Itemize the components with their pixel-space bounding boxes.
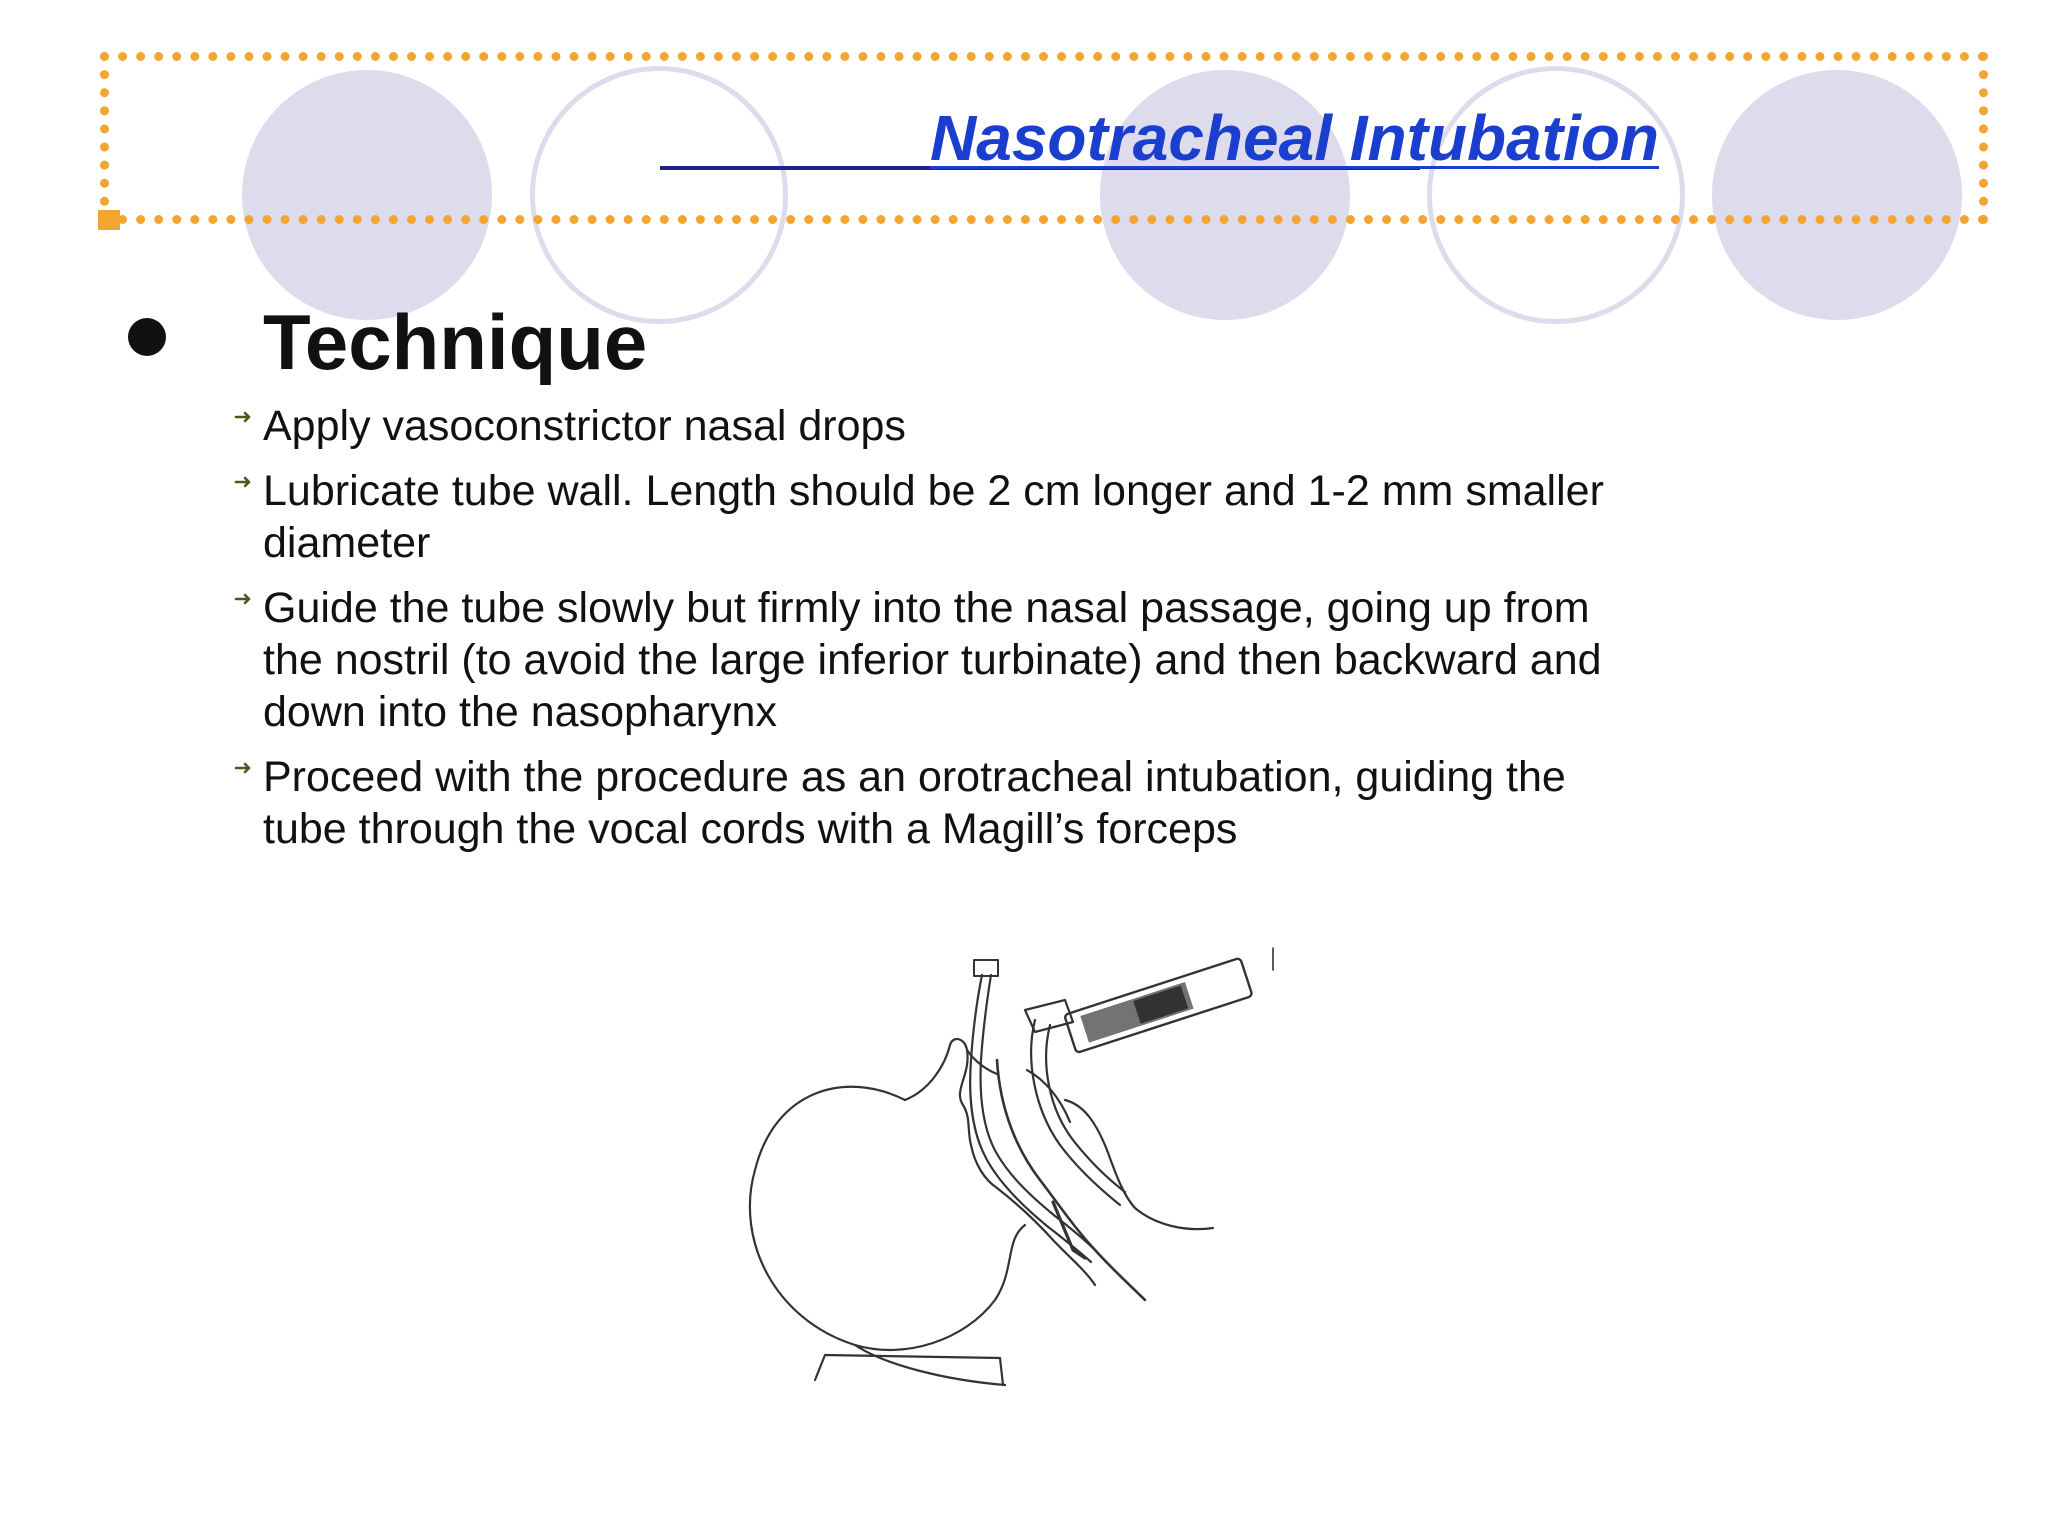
- small-arrow-bullet-icon: [234, 408, 252, 426]
- list-item-text: Proceed with the procedure as an orotracheal intubation, guiding the tube through the vocal cords with a Magill’s forceps: [263, 753, 1566, 853]
- list-item-text: Lubricate tube wall. Length should be 2 cm longer and 1-2 mm smaller diameter: [263, 467, 1604, 567]
- technique-list: [230, 400, 1630, 868]
- nasotracheal-intubation-diagram: [735, 940, 1295, 1390]
- small-arrow-bullet-icon: [234, 590, 252, 608]
- magill-forceps-tip: [1053, 1202, 1085, 1258]
- small-arrow-bullet-icon: [234, 759, 252, 777]
- slide-title: Nasotracheal Intubation: [930, 102, 1659, 174]
- neck-back: [855, 1345, 1005, 1385]
- head-outline: [750, 1087, 1025, 1350]
- list-item-text: Apply vasoconstrictor nasal drops: [263, 402, 906, 450]
- magill-forceps: [997, 1060, 1145, 1300]
- list-item: [230, 751, 1630, 855]
- list-item: [230, 400, 1630, 452]
- title-frame-corner: [98, 210, 120, 230]
- small-arrow-bullet-icon: [234, 473, 252, 491]
- tube-connector: [974, 960, 998, 976]
- list-item-text: Guide the tube slowly but firmly into the nasal passage, going up from the nostril (to avoid the large inferior turbinate) and then backward and down into the nasopharynx: [263, 584, 1602, 736]
- head-support: [815, 1355, 1003, 1385]
- nasotracheal-tube-outer: [970, 975, 1091, 1262]
- jaw-line: [1065, 1100, 1213, 1229]
- filled-circle-bullet-icon: [128, 318, 166, 356]
- section-heading: Technique: [263, 298, 648, 386]
- list-item: [230, 465, 1630, 569]
- nasotracheal-tube-inner: [981, 975, 1097, 1252]
- list-item: [230, 582, 1630, 738]
- laryngoscope-handle: [1064, 958, 1252, 1053]
